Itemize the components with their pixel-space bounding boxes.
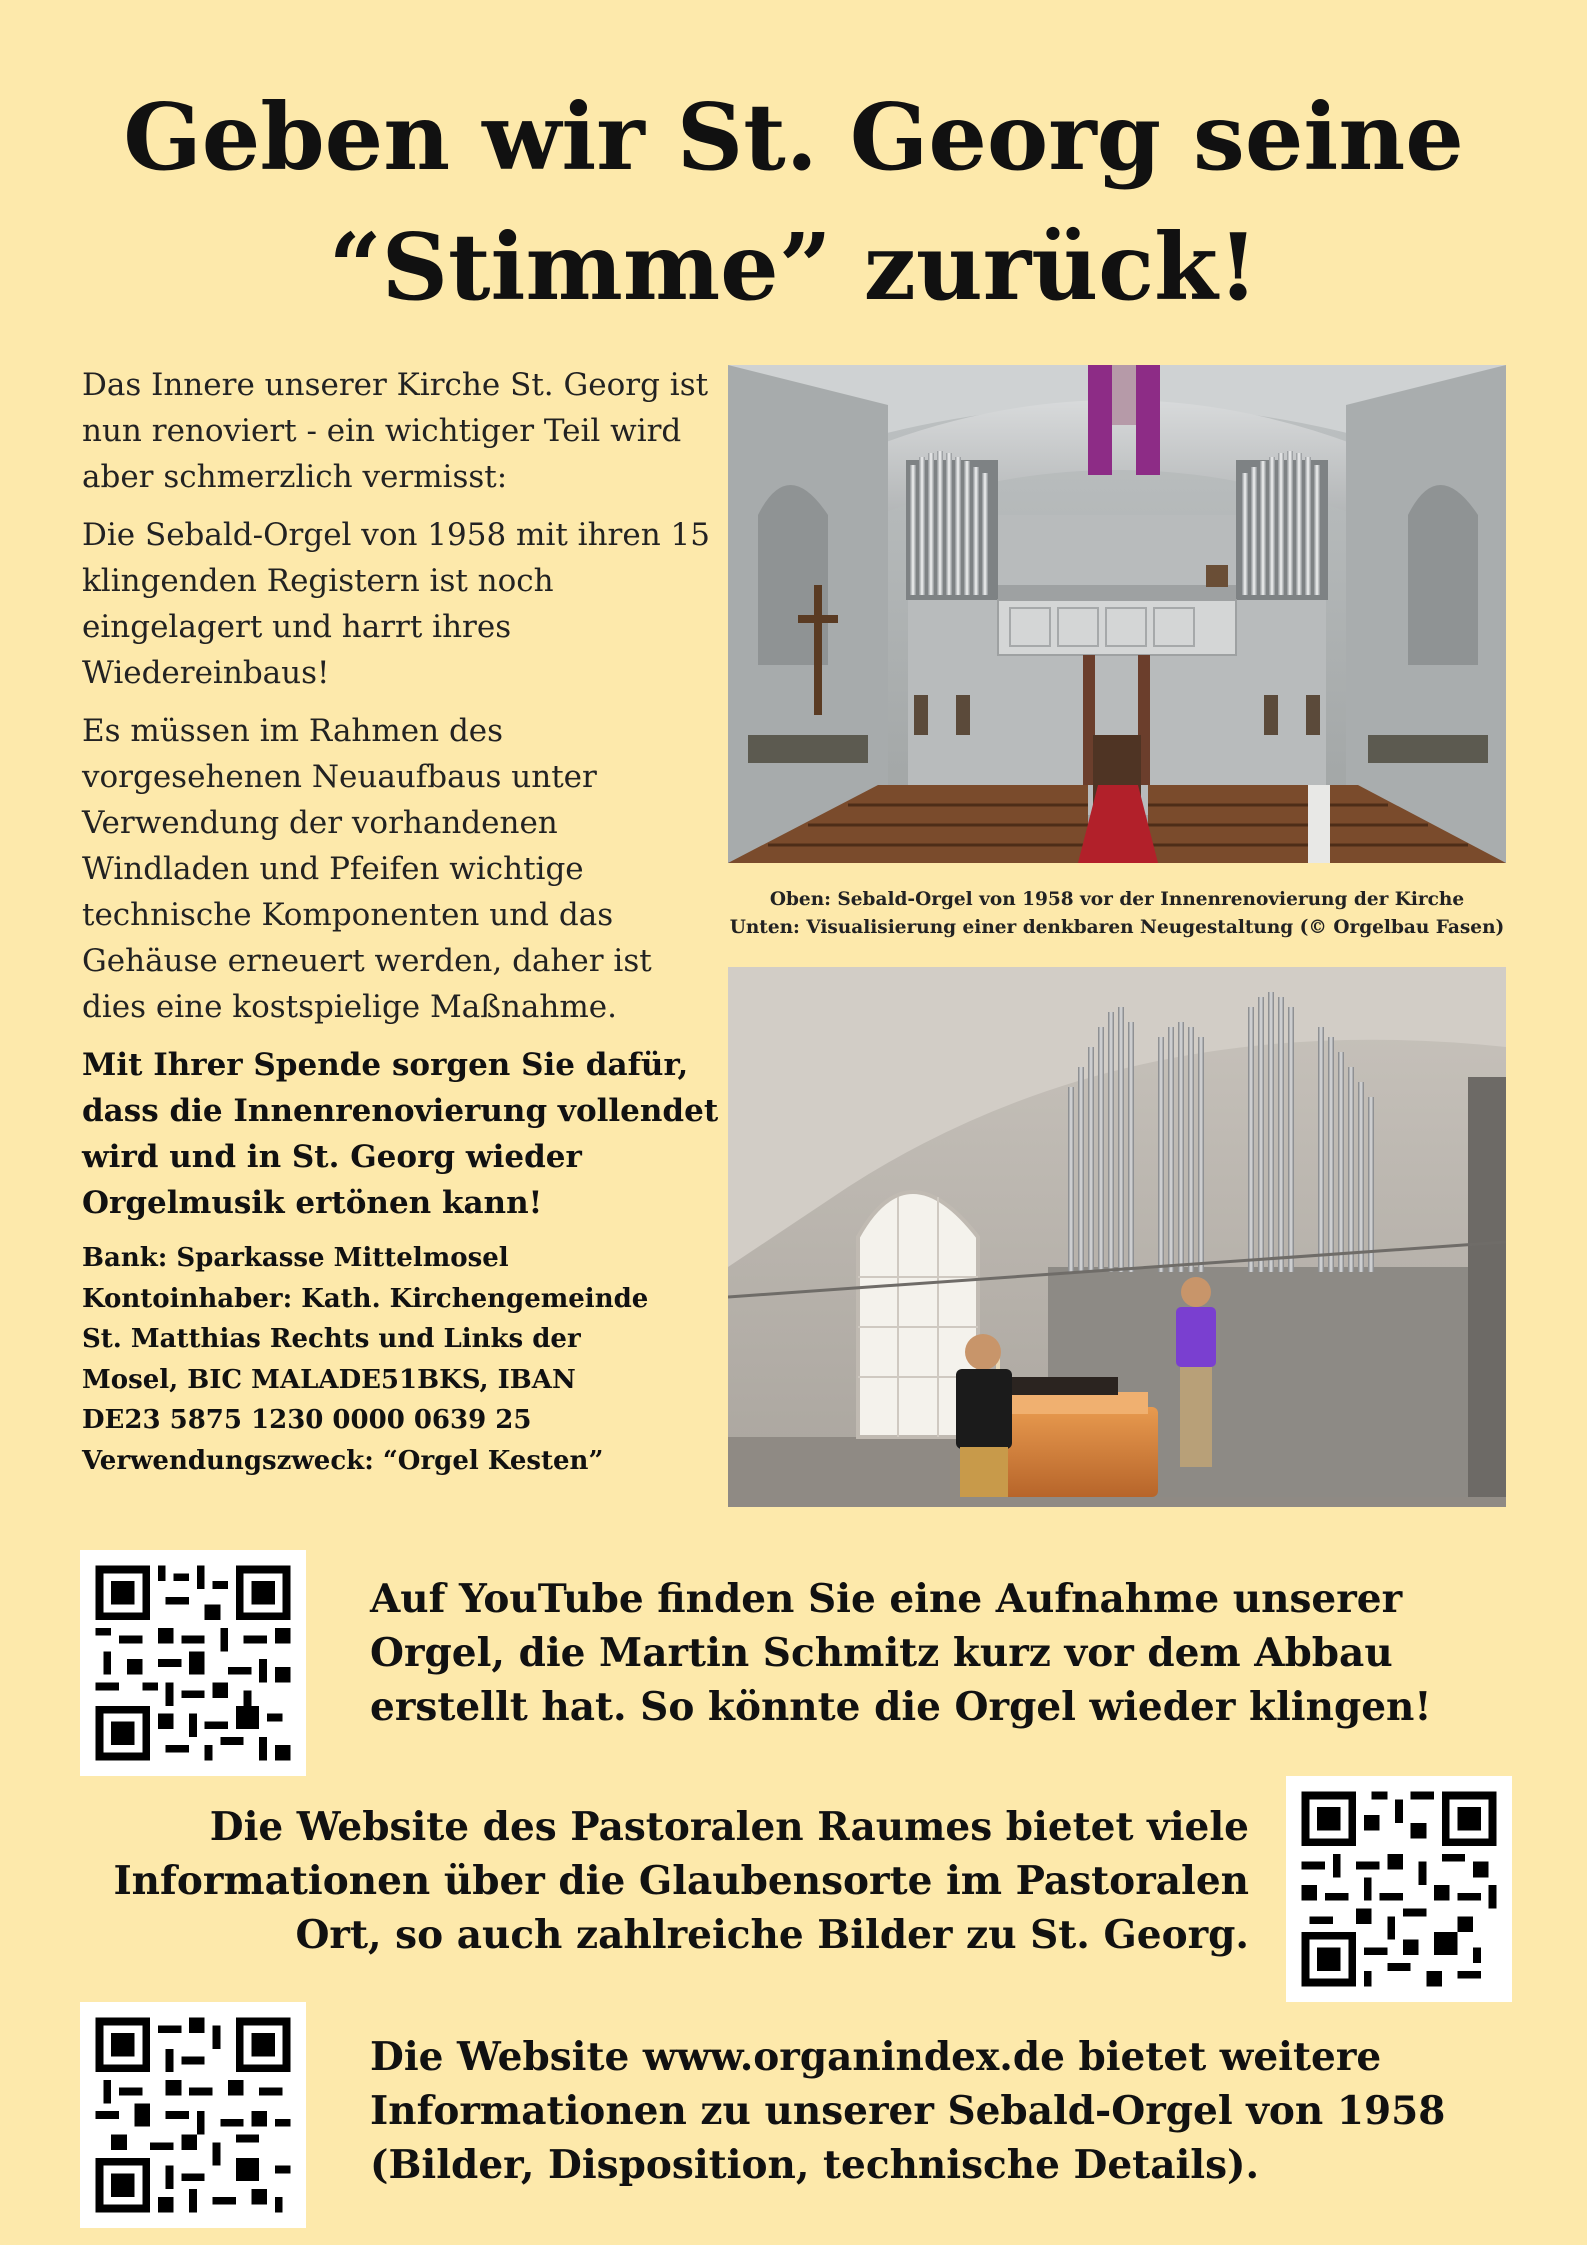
youtube-line-3: erstellt hat. So könnte die Orgel wieder klingen! [370, 1684, 1432, 1730]
bank-line-6: Verwendungszweck: “Orgel Kesten” [82, 1445, 604, 1476]
organindex-line-1: Die Website www.organindex.de bietet weitere [370, 2034, 1382, 2080]
bank-line-3: St. Matthias Rechts und Links der [82, 1324, 581, 1354]
bank-line-1: Bank: Sparkasse Mittelmosel [82, 1243, 509, 1273]
organindex-line-3: (Bilder, Disposition, technische Details). [370, 2142, 1260, 2188]
bank-details [82, 1238, 722, 1481]
intro-paragraph-2: Die Sebald-Orgel von 1958 mit ihren 15 klingenden Registern ist noch eingelagert und harrt ihres Wiedereinbaus! [82, 517, 710, 691]
caption-line-1: Oben: Sebald-Orgel von 1958 vor der Innenrenovierung der Kirche [769, 889, 1465, 910]
qr-code-pastoral-website[interactable] [1286, 1776, 1512, 2002]
qr-code-youtube[interactable] [80, 1550, 306, 1776]
youtube-line-2: Orgel, die Martin Schmitz kurz vor dem Abbau [370, 1630, 1393, 1676]
donation-appeal: Mit Ihrer Spende sorgen Sie dafür, dass die Innenrenovierung vollendet wird und in St. Georg wieder Orgelmusik ertönen kann! [82, 1047, 719, 1221]
pastoral-line-2: Informationen über die Glaubensorte im Pastoralen [113, 1858, 1249, 1904]
intro-paragraph-1: Das Innere unserer Kirche St. Georg ist nun renoviert - ein wichtiger Teil wird aber schmerzlich vermisst: [82, 367, 709, 495]
photo-caption [728, 886, 1506, 942]
church-interior-photo [728, 365, 1506, 863]
pastoral-line-1: Die Website des Pastoralen Raumes bietet viele [209, 1804, 1249, 1850]
title-line-1: Geben wir St. Georg seine [123, 83, 1464, 191]
bank-line-2: Kontoinhaber: Kath. Kirchengemeinde [82, 1283, 649, 1314]
pastoral-info-text [113, 1800, 1249, 1962]
title-line-2: “Stimme” zurück! [328, 213, 1259, 321]
organindex-line-2: Informationen zu unserer Sebald-Orgel von 1958 [370, 2088, 1446, 2134]
organindex-info-text [370, 2030, 1445, 2192]
organ-visualization-image [728, 967, 1506, 1507]
pastoral-line-3: Ort, so auch zahlreiche Bilder zu St. Georg. [295, 1912, 1249, 1958]
page-title [0, 72, 1587, 332]
youtube-info-text [370, 1572, 1432, 1734]
youtube-line-1: Auf YouTube finden Sie eine Aufnahme unserer [370, 1576, 1403, 1622]
bank-line-5: DE23 5875 1230 0000 0639 25 [82, 1405, 532, 1435]
caption-line-2: Unten: Visualisierung einer denkbaren Neugestaltung (© Orgelbau Fasen) [729, 917, 1505, 938]
intro-paragraph-3: Es müssen im Rahmen des vorgesehenen Neuaufbaus unter Verwendung der vorhandenen Windladen und Pfeifen wichtige technische Komponenten und das Gehäuse erneuert werden, daher ist dies eine kostspielige Maßnahme. [82, 713, 652, 1025]
intro-column [82, 362, 722, 1481]
qr-code-organindex[interactable] [80, 2002, 306, 2228]
bank-line-4: Mosel, BIC MALADE51BKS, IBAN [82, 1364, 576, 1395]
